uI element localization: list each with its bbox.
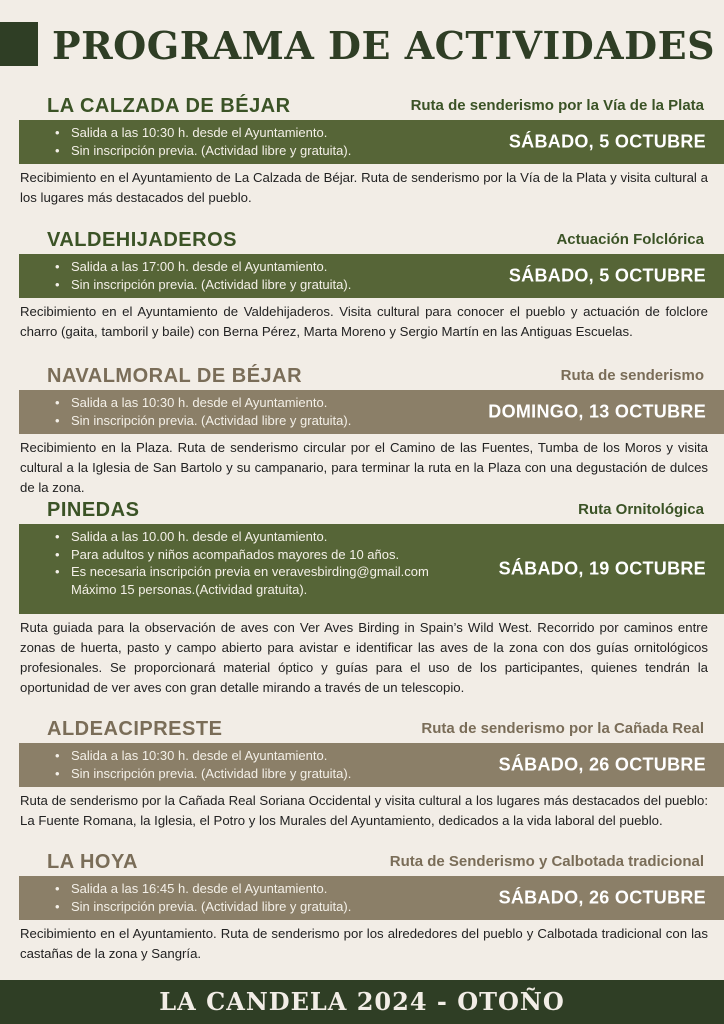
event-detail-continuation: Máximo 15 personas.(Actividad gratuita). (71, 581, 308, 597)
event-activity-type: Ruta de senderismo por la Cañada Real (421, 720, 704, 737)
event-la-hoya (0, 848, 724, 964)
event-town: LA CALZADA DE BÉJAR (47, 95, 291, 117)
event-activity-type: Ruta de Senderismo y Calbotada tradicional (389, 853, 704, 870)
event-activity-type: Ruta de senderismo (560, 367, 704, 384)
event-detail: • Salida a las 10:30 h. desde el Ayuntamiento. (71, 747, 724, 765)
event-detail: • Salida a las 10:30 h. desde el Ayuntamiento. (71, 124, 724, 142)
event-description: Recibimiento en el Ayuntamiento de La Calzada de Béjar. Ruta de senderismo por la Vía de la Plata y visita cultural a los lugares más destacados del pueblo. (20, 170, 708, 205)
event-date: SÁBADO, 5 OCTUBRE (508, 265, 706, 286)
event-date: SÁBADO, 19 OCTUBRE (498, 558, 706, 579)
event-town: ALDEACIPRESTE (47, 718, 223, 740)
event-detail: • Sin inscripción previa. (Actividad libre y gratuita). (71, 898, 724, 916)
event-info-band (19, 743, 724, 787)
event-detail: • Salida a las 10.00 h. desde el Ayuntamiento. (71, 528, 724, 546)
footer-banner: LA CANDELA 2024 - OTOÑO (0, 980, 724, 1024)
event-detail: • Sin inscripción previa. (Actividad libre y gratuita). (71, 412, 724, 430)
event-detail: • Salida a las 17:00 h. desde el Ayuntamiento. (71, 258, 724, 276)
event-detail: • Salida a las 16:45 h. desde el Ayuntamiento. (71, 880, 724, 898)
header-accent-block (0, 22, 38, 66)
event-header (0, 715, 724, 743)
event-detail: • Salida a las 10:30 h. desde el Ayuntamiento. (71, 394, 724, 412)
event-valdehijaderos (0, 226, 724, 342)
event-description: Recibimiento en la Plaza. Ruta de senderismo circular por el Camino de las Fuentes, Tumba de los Moros y visita cultural a la Iglesia de San Bartolo y su campanario, para terminar la ruta en la Plaza con una degustación de dulces de la zona. (20, 440, 708, 495)
event-date: SÁBADO, 5 OCTUBRE (508, 131, 706, 152)
event-town: LA HOYA (47, 851, 138, 873)
event-navalmoral (0, 362, 724, 498)
event-town: PINEDAS (47, 499, 140, 521)
event-description: Recibimiento en el Ayuntamiento de Valdehijaderos. Visita cultural para conocer el pueblo y actuación de folclore charro (gaita, tamboril y baile) con Berna Pérez, Marta Moreno y Sergio Martín en las Antiguas Escuelas. (20, 304, 708, 339)
event-header (0, 362, 724, 390)
event-header (0, 226, 724, 254)
event-info-band (19, 120, 724, 164)
event-town: NAVALMORAL DE BÉJAR (47, 365, 303, 387)
event-la-calzada (0, 92, 724, 208)
event-pinedas (0, 496, 724, 698)
event-detail: • Sin inscripción previa. (Actividad libre y gratuita). (71, 765, 724, 783)
event-detail: • Para adultos y niños acompañados mayores de 10 años. (71, 546, 724, 564)
event-description: Recibimiento en el Ayuntamiento. Ruta de senderismo por los alrededores del pueblo y Calbotada tradicional con las castañas de la zona y Sangría. (20, 926, 708, 961)
event-header (0, 496, 724, 524)
event-activity-type: Ruta de senderismo por la Vía de la Plata (410, 97, 704, 114)
event-header (0, 848, 724, 876)
event-info-band (19, 254, 724, 298)
event-info-band (19, 876, 724, 920)
event-aldeacipreste (0, 715, 724, 831)
event-info-band (19, 390, 724, 434)
event-description: Ruta de senderismo por la Cañada Real Soriana Occidental y visita cultural a los lugares más destacados del pueblo: La Fuente Romana, la Iglesia, el Potro y los Murales del Ayuntamiento, dedicados a la vida laboral del pueblo. (20, 793, 708, 828)
event-header (0, 92, 724, 120)
event-info-band (19, 524, 724, 614)
event-activity-type: Ruta Ornitológica (578, 501, 704, 518)
page-title: PROGRAMA DE ACTIVIDADES (52, 23, 716, 68)
event-detail: • Sin inscripción previa. (Actividad libre y gratuita). (71, 142, 724, 160)
event-date: SÁBADO, 26 OCTUBRE (498, 887, 706, 908)
event-detail: • Es necesaria inscripción previa en veravesbirding@gmail.com (71, 563, 724, 581)
event-date: SÁBADO, 26 OCTUBRE (498, 754, 706, 775)
event-description: Ruta guiada para la observación de aves con Ver Aves Birding in Spain’s Wild West. Recorrido por caminos entre zonas de huerta, pasto y campo abierto para avistar e identificar las aves de la zona con dos guías ornitológicos profesionales. Se proporcionará material óptico y guías para el uso de los participantes, quienes tendrán la oportunidad de ver aves con gran detalle mirando a través de un telescopio. (20, 620, 708, 695)
event-town: VALDEHIJADEROS (47, 229, 237, 251)
event-detail: • Sin inscripción previa. (Actividad libre y gratuita). (71, 276, 724, 294)
event-activity-type: Actuación Folclórica (556, 231, 704, 248)
event-date: DOMINGO, 13 OCTUBRE (488, 401, 706, 422)
